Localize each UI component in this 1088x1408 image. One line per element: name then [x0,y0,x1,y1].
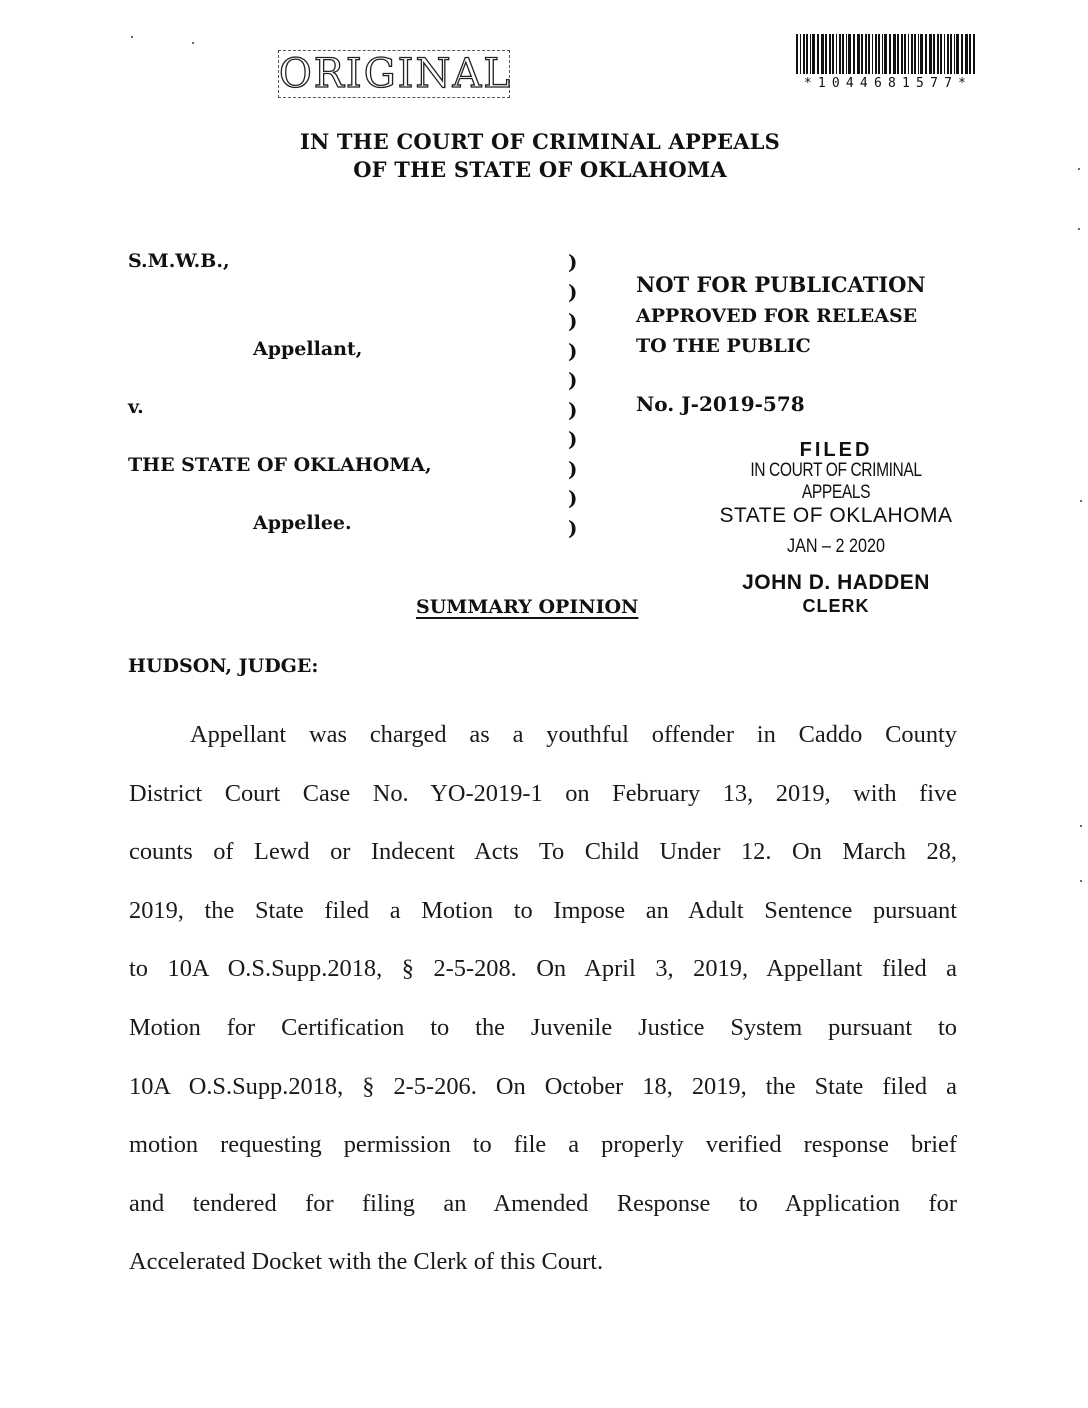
court-heading-line2: OF THE STATE OF OKLAHOMA [353,157,727,182]
barcode-bar [944,34,945,74]
appellant-role: Appellant, [253,338,363,360]
barcode-bar [918,34,919,74]
barcode-bar [796,34,798,74]
barcode-bar [868,34,870,74]
body-line: 10A O.S.Supp.2018, § 2-5-206. On October 18, 2019, the State filed a [129,1072,957,1100]
barcode-bar [893,34,896,74]
scan-speck [1078,168,1080,170]
body-line: Appellant was charged as a youthful offender in Caddo County [190,721,957,748]
barcode-bar [853,34,855,74]
scan-speck [1080,500,1082,502]
barcode-bar [810,34,811,74]
barcode-bar [940,34,942,74]
appellee-role: Appellee. [253,512,352,534]
barcode-bar [842,34,844,74]
caption-paren: ) [568,250,578,274]
barcode-bar [821,34,824,74]
barcode-bar [865,34,867,74]
barcode-bar [920,34,923,74]
barcode-bar [812,34,815,74]
barcode-bar [882,34,883,74]
barcode-bar [878,34,880,74]
court-heading [200,128,880,184]
barcode-bar [884,34,887,74]
case-number: No. J-2019-578 [636,392,805,416]
barcode-bar [800,34,801,74]
not-for-publication: NOT FOR PUBLICATION [636,272,926,297]
barcode-bar [836,34,837,74]
barcode-bar [817,34,819,74]
caption-paren: ) [568,368,578,392]
barcode-bar [925,34,927,74]
barcode-bar [861,34,863,74]
barcode-bar [825,34,827,74]
original-stamp-text: ORIGINAL [279,51,512,97]
filed-stamp [690,440,982,616]
caption-paren: ) [568,427,578,451]
barcode-bar [911,34,913,74]
scan-speck [1078,228,1080,230]
barcode-bar [965,34,968,74]
barcode-bar [961,34,963,74]
barcode-bar [829,34,831,74]
barcode-bar [956,34,959,74]
barcode-bar [872,34,873,74]
caption-paren: ) [568,309,578,333]
caption-paren: ) [568,338,578,363]
barcode-bar [897,34,899,74]
body-line: motion requesting permission to file a properly verified response brief [129,1131,957,1159]
barcode-bar [806,34,808,74]
barcode-bar [947,34,949,74]
caption-paren: ) [568,486,578,510]
caption-paren: ) [568,397,578,422]
barcode-bar [973,34,975,74]
filed-stamp-court: IN COURT OF CRIMINAL APPEALS [750,460,922,503]
scan-speck [1080,825,1082,827]
barcode-bar [846,34,847,74]
caption-paren: ) [568,279,578,304]
scan-speck [1080,880,1082,882]
approved-for-release-line1: APPROVED FOR RELEASE [636,305,918,327]
body-line: and tendered for filing an Amended Response to Application for [129,1189,957,1217]
barcode-bar [839,34,841,74]
barcode-bar [954,34,955,74]
barcode-bar [914,34,916,74]
appellee-name: THE STATE OF OKLAHOMA, [128,454,432,476]
barcode-bar [937,34,939,74]
approved-for-release-line2: TO THE PUBLIC [636,335,811,357]
caption-paren: ) [568,456,578,481]
barcode-bar [875,34,877,74]
body-line: counts of Lewd or Indecent Acts To Child Under 12. On March 28, [129,838,957,866]
court-heading-line1: IN THE COURT OF CRIMINAL APPEALS [299,129,781,154]
barcode-bar [803,34,805,74]
filed-stamp-clerk-name: JOHN D. HADDEN [742,571,930,594]
opinion-body [129,706,957,1292]
barcode-bar [832,34,834,74]
filed-stamp-date: JAN – 2 2020 [787,536,885,557]
scan-speck [192,42,194,44]
body-line: 2019, the State filed a Motion to Impose an Adult Sentence pursuant [129,896,957,924]
appellant-name: S.M.W.B., [128,250,230,272]
barcode-bars [796,34,978,74]
barcode-bar [933,34,935,74]
summary-opinion-title: SUMMARY OPINION [416,596,639,618]
filed-stamp-filed: FILED [799,439,873,461]
caption-parentheses [568,248,588,543]
body-line: Motion for Certification to the Juvenile Justice System pursuant to [129,1013,957,1041]
barcode-bar [969,34,971,74]
caption-paren: ) [568,515,578,540]
body-line: Accelerated Docket with the Clerk of this Court. [129,1248,604,1276]
filed-stamp-state: STATE OF OKLAHOMA [719,504,953,527]
barcode-bar [929,34,932,74]
original-stamp [278,50,510,98]
body-line: District Court Case No. YO-2019-1 on February 13, 2019, with five [129,779,957,807]
barcode-bar [848,34,851,74]
barcode-bar [904,34,906,74]
body-line: to 10A O.S.Supp.2018, § 2-5-208. On April 3, 2019, Appellant filed a [129,955,957,983]
versus: v. [128,396,144,418]
barcode-bar [889,34,891,74]
scan-speck [131,36,133,38]
judge-heading: HUDSON, JUDGE: [128,655,319,677]
barcode-bar [901,34,903,74]
barcode-bar [950,34,952,74]
barcode-bar [857,34,860,74]
barcode-number: *1044681577* [803,76,973,91]
barcode-bar [908,34,909,74]
filed-stamp-clerk-title: CLERK [802,596,870,616]
